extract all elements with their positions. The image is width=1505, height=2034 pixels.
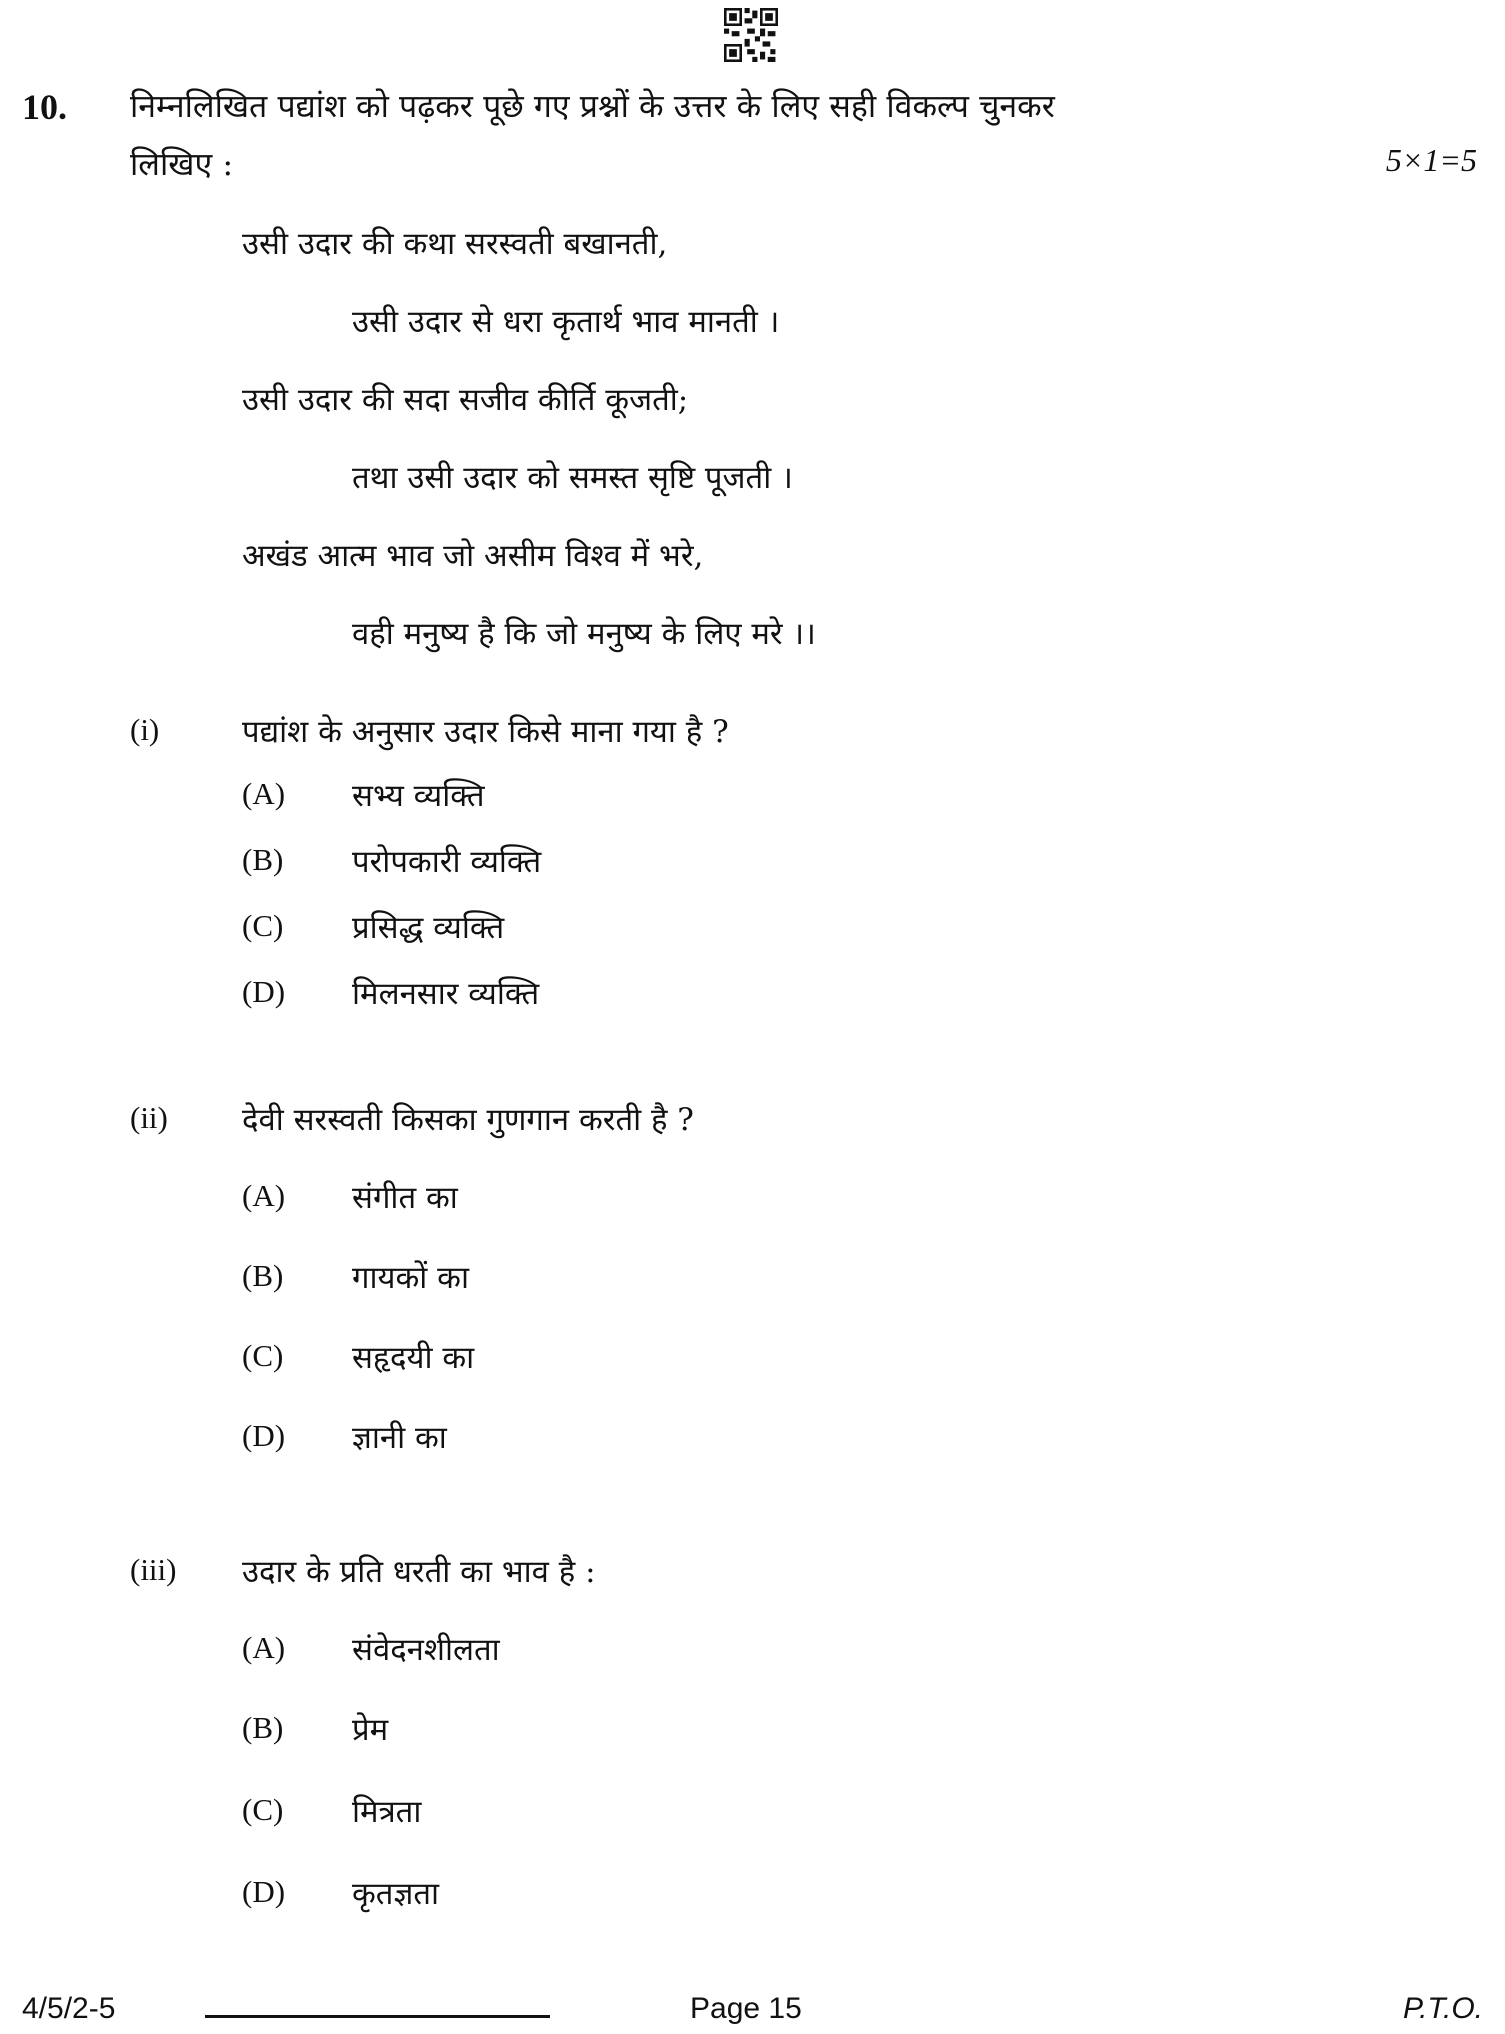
subquestion-label: (ii) <box>130 1100 168 1135</box>
option-text: सहृदयी का <box>352 1340 475 1376</box>
option-letter: (C) <box>242 908 284 943</box>
poem-line: वही मनुष्य है कि जो मनुष्य के लिए मरे ।। <box>352 616 816 652</box>
option-text: परोपकारी व्यक्ति <box>352 844 542 880</box>
footer-code: 4/5/2-5 <box>22 1992 116 2025</box>
subquestion-label: (i) <box>130 712 160 747</box>
option-letter: (A) <box>242 776 286 811</box>
option-text: मिलनसार व्यक्ति <box>352 976 540 1012</box>
option-letter: (A) <box>242 1630 286 1665</box>
question-number: 10. <box>22 87 67 127</box>
option-letter: (C) <box>242 1338 284 1373</box>
option-letter: (C) <box>242 1792 284 1827</box>
option-text: संवेदनशीलता <box>352 1632 500 1668</box>
option-letter: (B) <box>242 1710 284 1745</box>
question-marks: 5×1=5 <box>1385 142 1477 178</box>
subquestion-text: देवी सरस्वती किसका गुणगान करती है ? <box>242 1102 694 1138</box>
poem-line: अखंड आत्म भाव जो असीम विश्व में भरे, <box>242 538 704 574</box>
option-text: संगीत का <box>352 1180 458 1216</box>
subquestion-label: (iii) <box>130 1552 177 1587</box>
subquestion-text: पद्यांश के अनुसार उदार किसे माना गया है ? <box>242 714 729 750</box>
footer-page-number: Page 15 <box>690 1992 802 2025</box>
option-text: सभ्य व्यक्ति <box>352 778 485 814</box>
option-text: गायकों का <box>352 1260 469 1296</box>
qr-code-icon <box>724 8 778 62</box>
poem-line: उसी उदार से धरा कृतार्थ भाव मानती । <box>352 304 780 340</box>
option-text: ज्ञानी का <box>352 1420 447 1456</box>
option-text: प्रेम <box>352 1712 389 1748</box>
footer-pto: P.T.O. <box>1402 1992 1483 2025</box>
option-text: मित्रता <box>352 1794 422 1830</box>
option-letter: (D) <box>242 1418 286 1453</box>
option-text: प्रसिद्ध व्यक्ति <box>352 910 505 946</box>
option-text: कृतज्ञता <box>352 1876 440 1912</box>
option-letter: (D) <box>242 974 286 1009</box>
option-letter: (B) <box>242 1258 284 1293</box>
subquestion-text: उदार के प्रति धरती का भाव है : <box>242 1554 596 1590</box>
poem-line: उसी उदार की कथा सरस्वती बखानती, <box>242 226 668 262</box>
option-letter: (A) <box>242 1178 286 1213</box>
question-instruction-line1: निम्नलिखित पद्यांश को पढ़कर पूछे गए प्रश्नों के उत्तर के लिए सही विकल्प चुनकर <box>130 87 1055 125</box>
option-letter: (B) <box>242 842 284 877</box>
poem-line: तथा उसी उदार को समस्त सृष्टि पूजती । <box>352 460 793 496</box>
footer-rule <box>205 2015 550 2018</box>
option-letter: (D) <box>242 1874 286 1909</box>
poem-line: उसी उदार की सदा सजीव कीर्ति कूजती; <box>242 382 689 418</box>
question-instruction-line2: लिखिए : <box>130 145 234 183</box>
